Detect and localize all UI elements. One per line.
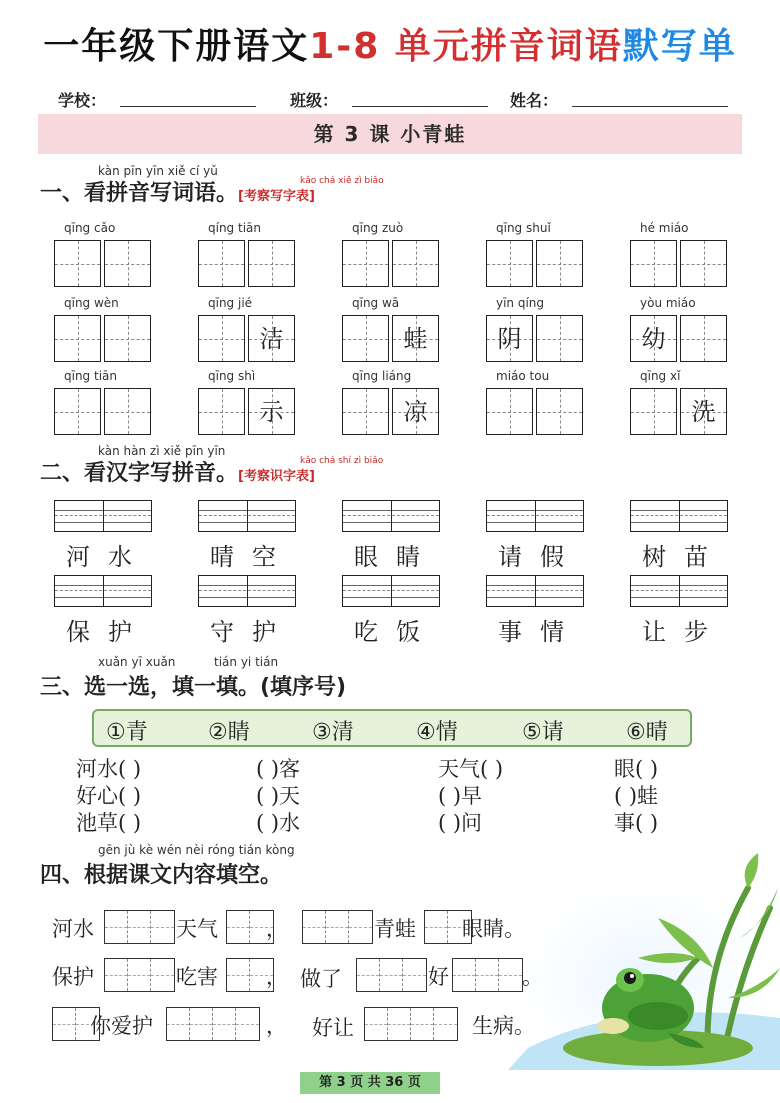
writing-cell[interactable]	[536, 388, 583, 435]
fill-in-item[interactable]: 池草( )	[76, 811, 142, 835]
writing-cell[interactable]	[342, 388, 389, 435]
fill-in-item[interactable]: 好心( )	[76, 784, 142, 808]
writing-grid-pair	[342, 315, 440, 363]
pinyin-writing-lines[interactable]	[630, 500, 728, 532]
given-character	[55, 389, 100, 434]
writing-grid-pair	[486, 240, 584, 288]
option-6: ⑥晴	[626, 720, 668, 745]
writing-cell[interactable]	[198, 240, 245, 287]
writing-grid-pair	[486, 388, 584, 436]
writing-cell[interactable]	[198, 315, 245, 362]
given-character	[105, 241, 150, 286]
writing-cell[interactable]	[630, 315, 677, 362]
lesson-banner: 第 3 课 小青蛙	[38, 114, 742, 154]
answer-boxes[interactable]	[452, 958, 523, 992]
given-character	[537, 241, 582, 286]
section4-title: 四、根据课文内容填空。	[40, 863, 283, 888]
writing-cell[interactable]	[104, 315, 151, 362]
writing-cell[interactable]	[630, 240, 677, 287]
word-pinyin: qīng xǐ	[640, 369, 681, 383]
hanzi-word: 保护	[66, 618, 150, 646]
hanzi-word: 守护	[210, 618, 294, 646]
given-character	[105, 389, 150, 434]
passage-text: 好让	[312, 1016, 354, 1040]
fill-in-item[interactable]: 河水( )	[76, 757, 142, 781]
writing-grid-pair	[342, 388, 440, 436]
word-pinyin: qīng cǎo	[64, 221, 116, 235]
school-field[interactable]	[120, 106, 256, 107]
passage-text: 好	[428, 965, 449, 989]
writing-cell[interactable]	[198, 388, 245, 435]
section1-tag: [考察写字表]	[238, 189, 315, 204]
section2-tag: [考察识字表]	[238, 469, 315, 484]
word-pinyin: qīng liáng	[352, 369, 412, 383]
given-character	[249, 241, 294, 286]
passage-text: 做了	[300, 967, 342, 991]
fill-in-item[interactable]: ( )天	[256, 784, 301, 808]
options-box	[92, 709, 692, 747]
passage-text: 天气	[176, 917, 218, 941]
writing-cell[interactable]	[54, 240, 101, 287]
writing-cell[interactable]	[486, 315, 533, 362]
writing-grid-pair	[342, 240, 440, 288]
section3-title: 三、选一选，填一填。(填序号)	[40, 675, 347, 700]
word-pinyin: qīng wā	[352, 296, 400, 310]
given-character	[199, 316, 244, 361]
word-pinyin: yòu miáo	[640, 296, 696, 310]
name-label: 姓名：	[510, 91, 559, 110]
writing-grid-pair	[630, 315, 728, 363]
fill-in-item[interactable]: ( )水	[256, 811, 301, 835]
fill-in-item[interactable]: ( )早	[438, 784, 483, 808]
word-pinyin: qīng shì	[208, 369, 256, 383]
fill-in-item[interactable]: ( )客	[256, 757, 301, 781]
given-character	[537, 389, 582, 434]
writing-cell[interactable]	[248, 315, 295, 362]
passage-text: 吃害	[176, 965, 218, 989]
given-character: 洗	[691, 398, 716, 426]
word-pinyin: hé miáo	[640, 221, 689, 235]
given-character	[681, 241, 726, 286]
writing-cell[interactable]	[54, 315, 101, 362]
option-2: ②睛	[208, 720, 250, 745]
option-5: ⑤请	[522, 720, 564, 745]
writing-grid-pair	[630, 388, 728, 436]
word-pinyin: miáo tou	[496, 369, 550, 383]
passage-text: 眼睛。	[462, 917, 525, 941]
name-field[interactable]	[572, 106, 728, 107]
answer-boxes[interactable]	[364, 1007, 458, 1041]
answer-boxes[interactable]	[356, 958, 427, 992]
section1-title-pinyin: kàn pīn yīn xiě cí yǔ	[98, 164, 218, 178]
writing-cell[interactable]	[248, 240, 295, 287]
passage-text: ，	[266, 1014, 287, 1038]
frog-illustration	[508, 848, 780, 1070]
pinyin-writing-lines[interactable]	[342, 575, 440, 607]
writing-cell[interactable]	[104, 388, 151, 435]
word-pinyin: qīng shuǐ	[496, 221, 551, 235]
writing-cell[interactable]	[680, 240, 727, 287]
hanzi-word: 吃饭	[354, 618, 438, 646]
given-character: 幼	[641, 325, 666, 353]
writing-grid-pair	[54, 240, 152, 288]
writing-grid-pair	[486, 315, 584, 363]
passage-text: 河水	[52, 917, 94, 941]
word-pinyin: qīng zuò	[352, 221, 404, 235]
fill-in-item[interactable]: 眼( )	[614, 757, 659, 781]
given-character	[487, 241, 532, 286]
class-label: 班级：	[290, 91, 339, 110]
pinyin-writing-lines[interactable]	[198, 575, 296, 607]
hanzi-word: 眼睛	[354, 543, 438, 571]
pinyin-writing-lines[interactable]	[342, 500, 440, 532]
given-character	[537, 316, 582, 361]
section3-pinyin-a: xuǎn yī xuǎn	[98, 655, 176, 669]
passage-text: 青蛙	[374, 917, 416, 941]
given-character: 凉	[403, 398, 428, 426]
given-character	[343, 241, 388, 286]
writing-grid-pair	[54, 388, 152, 436]
writing-cell[interactable]	[392, 315, 439, 362]
writing-grid-pair	[198, 388, 296, 436]
given-character	[681, 316, 726, 361]
pinyin-writing-lines[interactable]	[486, 500, 584, 532]
title-part-blue: 默写单	[622, 26, 737, 67]
writing-cell[interactable]	[54, 388, 101, 435]
section2-heading: 二、看汉字写拼音。	[40, 461, 239, 486]
section2-title-pinyin: kàn hàn zì xiě pīn yīn	[98, 444, 226, 458]
given-character	[631, 241, 676, 286]
section1-heading: 一、看拼音写词语。	[40, 181, 239, 206]
writing-grid-pair	[198, 240, 296, 288]
writing-grid-pair	[54, 315, 152, 363]
hanzi-word: 河水	[66, 543, 150, 571]
option-1: ①青	[106, 720, 148, 745]
writing-cell[interactable]	[536, 240, 583, 287]
writing-cell[interactable]	[630, 388, 677, 435]
fill-in-item[interactable]: ( )蛙	[614, 784, 659, 808]
passage-text: ，	[266, 917, 287, 941]
answer-boxes[interactable]	[104, 910, 175, 944]
page-title	[0, 18, 780, 69]
given-character	[343, 316, 388, 361]
writing-cell[interactable]	[486, 388, 533, 435]
word-pinyin: yīn qíng	[496, 296, 545, 310]
writing-cell[interactable]	[680, 388, 727, 435]
writing-grid-pair	[630, 240, 728, 288]
section1-title	[40, 176, 315, 207]
writing-cell[interactable]	[104, 240, 151, 287]
answer-boxes[interactable]	[104, 958, 175, 992]
passage-text: 你爱护	[90, 1014, 153, 1038]
word-pinyin: qīng wèn	[64, 296, 119, 310]
title-part-red: 1-8 单元拼音词语	[309, 26, 623, 67]
section1-tag-pinyin: kǎo chá xiě zì biǎo	[300, 176, 384, 186]
writing-cell[interactable]	[248, 388, 295, 435]
title-part-black: 一年级下册语文	[43, 26, 310, 67]
given-character	[199, 389, 244, 434]
writing-cell[interactable]	[536, 315, 583, 362]
writing-grid-pair	[198, 315, 296, 363]
given-character	[55, 241, 100, 286]
section3-pinyin-b: tián yi tián	[214, 655, 279, 669]
word-pinyin: qīng jié	[208, 296, 253, 310]
class-field[interactable]	[352, 106, 488, 107]
pinyin-writing-lines[interactable]	[54, 500, 152, 532]
writing-cell[interactable]	[392, 240, 439, 287]
hanzi-word: 晴空	[210, 543, 294, 571]
given-character: 示	[259, 398, 284, 426]
answer-boxes[interactable]	[166, 1007, 260, 1041]
option-3: ③清	[312, 720, 354, 745]
section2-tag-pinyin: kǎo chá shí zì biǎo	[300, 456, 384, 466]
passage-text: 。	[522, 965, 543, 989]
given-character	[393, 241, 438, 286]
pinyin-writing-lines[interactable]	[198, 500, 296, 532]
section2-title	[40, 456, 315, 487]
given-character: 蛙	[403, 325, 428, 353]
writing-cell[interactable]	[342, 240, 389, 287]
given-character: 阴	[497, 325, 522, 353]
hanzi-word: 让步	[642, 618, 726, 646]
given-character	[631, 389, 676, 434]
writing-cell[interactable]	[392, 388, 439, 435]
page-footer: 第 3 页 共 36 页	[300, 1072, 440, 1094]
passage-text: 生病。	[472, 1014, 535, 1038]
given-character	[343, 389, 388, 434]
hanzi-word: 事情	[498, 618, 582, 646]
fill-in-item[interactable]: 天气( )	[438, 757, 504, 781]
fill-in-item[interactable]: ( )问	[438, 811, 483, 835]
given-character	[105, 316, 150, 361]
writing-cell[interactable]	[342, 315, 389, 362]
pinyin-writing-lines[interactable]	[486, 575, 584, 607]
given-character: 洁	[259, 325, 284, 353]
passage-text: 保护	[52, 965, 94, 989]
word-pinyin: qíng tiān	[208, 221, 261, 235]
word-pinyin: qīng tiān	[64, 369, 117, 383]
given-character	[55, 316, 100, 361]
school-label: 学校：	[58, 91, 107, 110]
fill-in-item[interactable]: 事( )	[614, 811, 659, 835]
writing-cell[interactable]	[680, 315, 727, 362]
passage-text: ，	[266, 965, 287, 989]
answer-boxes[interactable]	[302, 910, 373, 944]
hanzi-word: 请假	[498, 543, 582, 571]
pinyin-writing-lines[interactable]	[54, 575, 152, 607]
given-character	[487, 389, 532, 434]
hanzi-word: 树苗	[642, 543, 726, 571]
given-character	[199, 241, 244, 286]
option-4: ④情	[416, 720, 458, 745]
writing-cell[interactable]	[486, 240, 533, 287]
pinyin-writing-lines[interactable]	[630, 575, 728, 607]
section4-title-pinyin: gēn jù kè wén nèi róng tián kòng	[98, 843, 295, 857]
